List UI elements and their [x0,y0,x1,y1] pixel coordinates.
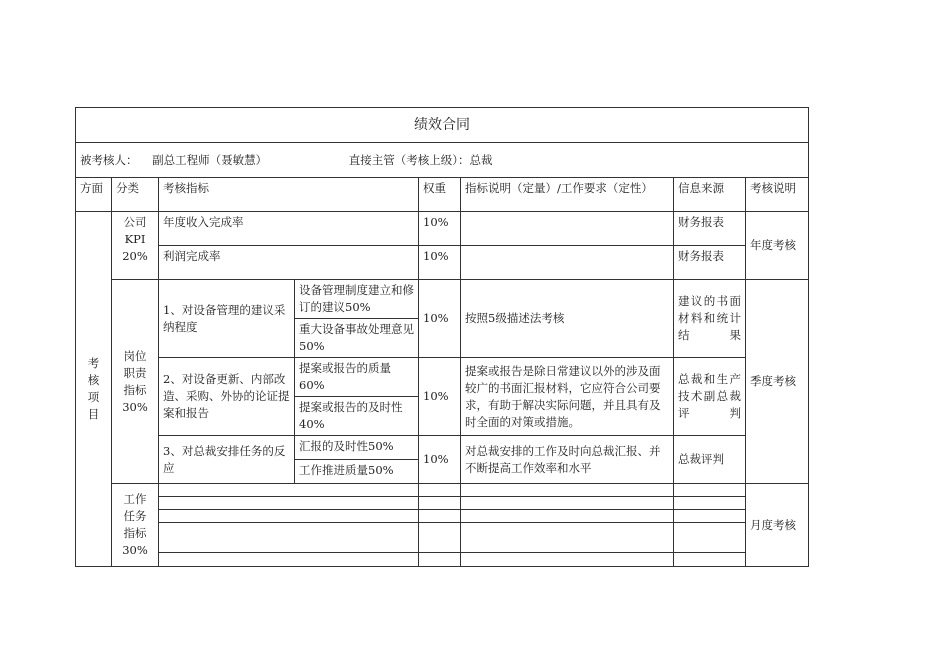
duty-source: 总裁评判 [674,436,746,484]
task-description-cell [461,523,674,553]
task-indicator-cell [159,553,419,567]
assessee-name: 副总工程师（聂敏慧） [152,152,268,167]
aspect-cell [76,212,112,567]
duty-sub-indicator: 提案或报告的质量60% [295,358,419,397]
kpi-description [461,246,674,280]
category-line: 岗位 [123,348,147,363]
task-weight-cell [419,510,461,523]
supervisor-info: 直接主管（考核上级）：总裁 [348,152,493,167]
category-line: KPI [124,232,146,246]
task-weight-cell [419,484,461,497]
task-description-cell [461,510,674,523]
duty-sub-indicator: 汇报的及时性50% [295,436,419,460]
category-line: 职责 [123,365,147,380]
category-post-duty [112,280,159,484]
header-note: 考核说明 [746,178,809,212]
category-company-kpi [112,212,159,280]
task-indicator-cell [159,523,419,553]
duty-sub-indicator: 工作推进质量50% [295,460,419,484]
header-indicator: 考核指标 [159,178,419,212]
duty-description: 提案或报告是除日常建议以外的涉及面较广的书面汇报材料，它应符合公司要求，有助于解决实际问题，并且具有及时全面的对策或措施。 [461,358,674,436]
duty-sub-indicator: 设备管理制度建立和修订的建议50% [295,280,419,319]
duty-weight: 10% [419,358,461,436]
assessee-info-row [76,143,809,178]
category-line: 指标 [123,382,147,397]
header-aspect: 方面 [76,178,112,212]
task-indicator-cell [159,497,419,510]
task-weight-cell [419,497,461,510]
task-source-cell [674,497,746,510]
kpi-weight: 10% [419,212,461,246]
duty-source: 总裁和生产技术副总裁评判 [674,358,746,436]
task-description-cell [461,497,674,510]
duty-indicator: 3、对总裁安排任务的反应 [159,436,295,484]
header-source: 信息来源 [674,178,746,212]
task-indicator-cell [159,484,419,497]
category-line: 工作 [123,492,147,506]
task-source-cell [674,510,746,523]
header-weight: 权重 [419,178,461,212]
duty-indicator: 1、对设备管理的建议采纳程度 [159,280,295,358]
aspect-char: 目 [87,407,100,421]
task-weight-cell [419,553,461,567]
kpi-weight: 10% [419,246,461,280]
task-source-cell [674,523,746,553]
kpi-source: 财务报表 [674,212,746,246]
duty-source: 建议的书面材料和统计结果 [674,280,746,358]
category-line: 30% [122,399,148,414]
category-line: 20% [122,249,148,263]
duty-description: 对总裁安排的工作及时向总裁汇报、并不断提高工作效率和水平 [461,436,674,484]
duty-indicator: 2、对设备更新、内部改造、采购、外协的论证提案和报告 [159,358,295,436]
duty-weight: 10% [419,436,461,484]
aspect-char: 核 [87,373,100,387]
duty-sub-indicator: 提案或报告的及时性40% [295,397,419,436]
header-description: 指标说明（定量）/工作要求（定性） [461,178,674,212]
kpi-indicator: 年度收入完成率 [159,212,419,246]
assessee-label: 被考核人： [80,152,138,167]
note-annual: 年度考核 [746,212,809,280]
category-work-task [112,484,159,567]
performance-contract-table [75,107,809,567]
duty-description: 按照5级描述法考核 [461,280,674,358]
contract-title: 绩效合同 [76,108,809,143]
task-description-cell [461,553,674,567]
category-line: 任务 [123,509,147,523]
task-description-cell [461,484,674,497]
aspect-char: 项 [87,390,100,404]
task-source-cell [674,553,746,567]
header-category: 分类 [112,178,159,212]
task-indicator-cell [159,510,419,523]
task-weight-cell [419,523,461,553]
kpi-indicator: 利润完成率 [159,246,419,280]
duty-sub-indicator: 重大设备事故处理意见50% [295,319,419,358]
task-source-cell [674,484,746,497]
kpi-description [461,212,674,246]
note-monthly: 月度考核 [746,484,809,567]
aspect-char: 考 [87,356,100,370]
kpi-source: 财务报表 [674,246,746,280]
duty-weight: 10% [419,280,461,358]
category-line: 指标 [123,526,147,540]
note-quarterly: 季度考核 [746,280,809,484]
category-line: 公司 [123,215,147,229]
category-line: 30% [122,543,148,557]
